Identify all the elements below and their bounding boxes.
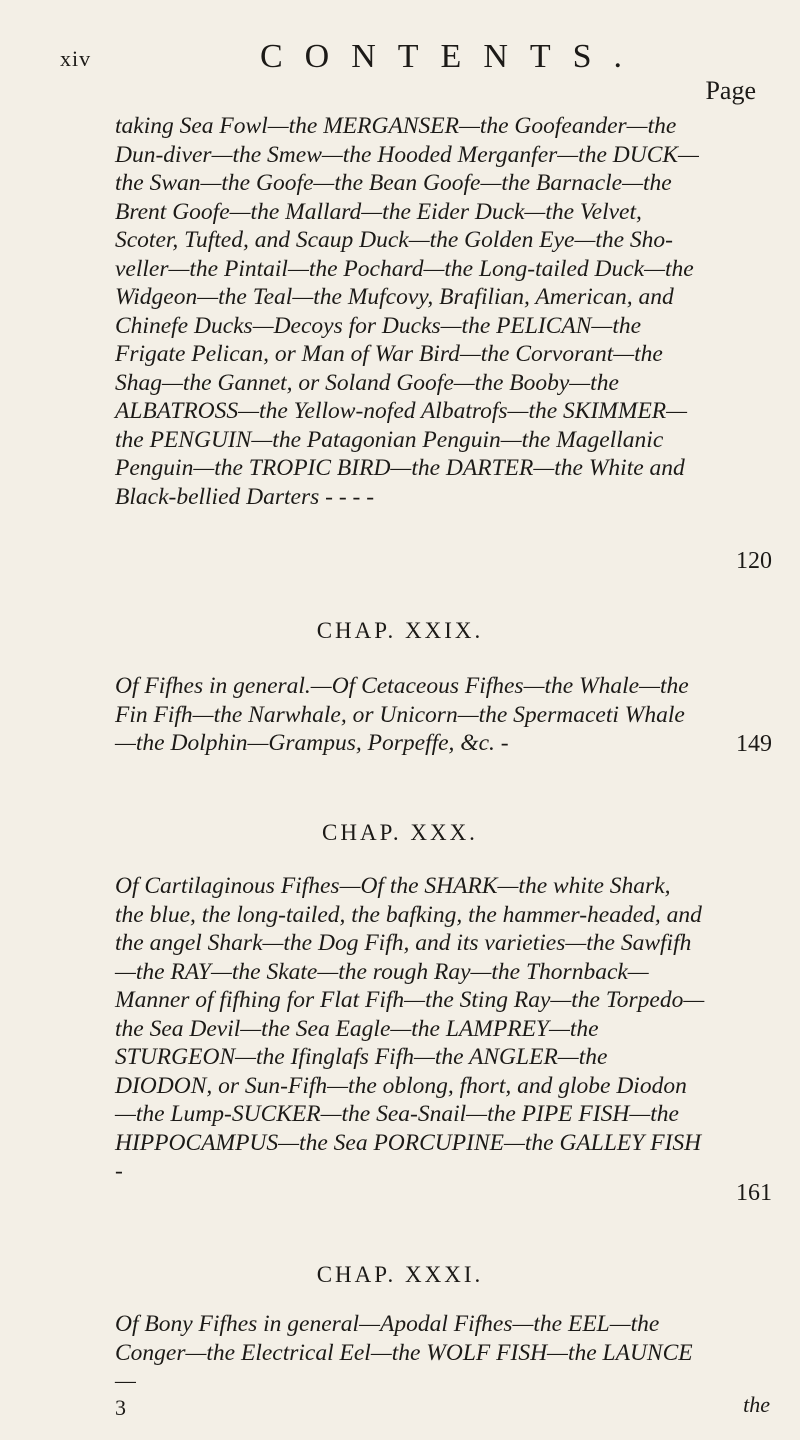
contents-entry-chapter-30: Of Cartilaginous Fifhes—Of the SHARK—the white Shark, the blue, the long-tailed, the bafking, the hammer-headed, and the angel Shark—the Dog Fifh, and its varieties—the Sawfifh—the RAY—the Skate—the rough Ray—the Thornback—Manner of fifhing for Flat Fifh—the Sting Ray—the Torpedo—the Sea Devil—the Sea Eagle—the LAMPREY—the STURGEON—the Ifinglafs Fifh—the ANGLER—the DIODON, or Sun-Fifh—the oblong, fhort, and globe Diodon—the Lump-SUCKER—the Sea-Snail—the PIPE FISH—the HIPPOCAMPUS—the Sea PORCUPINE—the GALLEY FISH - <box>115 873 705 1184</box>
contents-entry-chapter-29: Of Fifhes in general.—Of Cetaceous Fifhes—the Whale—the Fin Fifh—the Narwhale, or Unicorn—the Spermaceti Whale—the Dolphin—Grampus, Porpeffe, &c. - <box>115 673 689 756</box>
chapter-heading: CHAP. XXXI. <box>316 1262 484 1287</box>
contents-entry-chapter-31: Of Bony Fifhes in general—Apodal Fifhes—the EEL—the Conger—the Electrical Eel—the WOLF FISH—the LAUNCE— <box>115 1311 693 1394</box>
running-head <box>60 38 760 78</box>
running-title: CONTENTS. <box>260 38 645 75</box>
page-column-label: Page <box>705 76 756 105</box>
signature-mark: 3 <box>115 1395 126 1420</box>
chapter-heading: CHAP. XXIX. <box>316 618 484 643</box>
entry-page-number: 149 <box>736 731 772 757</box>
chapter-heading: CHAP. XXX. <box>322 820 478 845</box>
entry-page-number: 161 <box>736 1180 772 1206</box>
contents-entry-birds: taking Sea Fowl—the MERGANSER—the Goofeander—the Dun-diver—the Smew—the Hooded Merganfer—the DUCK—the Swan—the Goofe—the Bean Goofe—the Barnacle—the Brent Goofe—the Mallard—the Eider Duck—the Velvet, Scoter, Tufted, and Scaup Duck—the Golden Eye—the Sho-veller—the Pintail—the Pochard—the Long-tailed Duck—the Widgeon—the Teal—the Mufcovy, Brafilian, American, and Chinefe Ducks—Decoys for Ducks—the PELICAN—the Frigate Pelican, or Man of War Bird—the Corvorant—the Shag—the Gannet, or Soland Goofe—the Booby—the ALBATROSS—the Yellow-nofed Albatrofs—the SKIMMER—the PENGUIN—the Patagonian Penguin—the Magellanic Penguin—the TROPIC BIRD—the DARTER—the White and Black-bellied Darters - - - - <box>115 113 699 510</box>
page-number: xiv <box>60 46 92 71</box>
catchword: the <box>743 1392 770 1417</box>
entry-page-number: 120 <box>736 548 772 574</box>
